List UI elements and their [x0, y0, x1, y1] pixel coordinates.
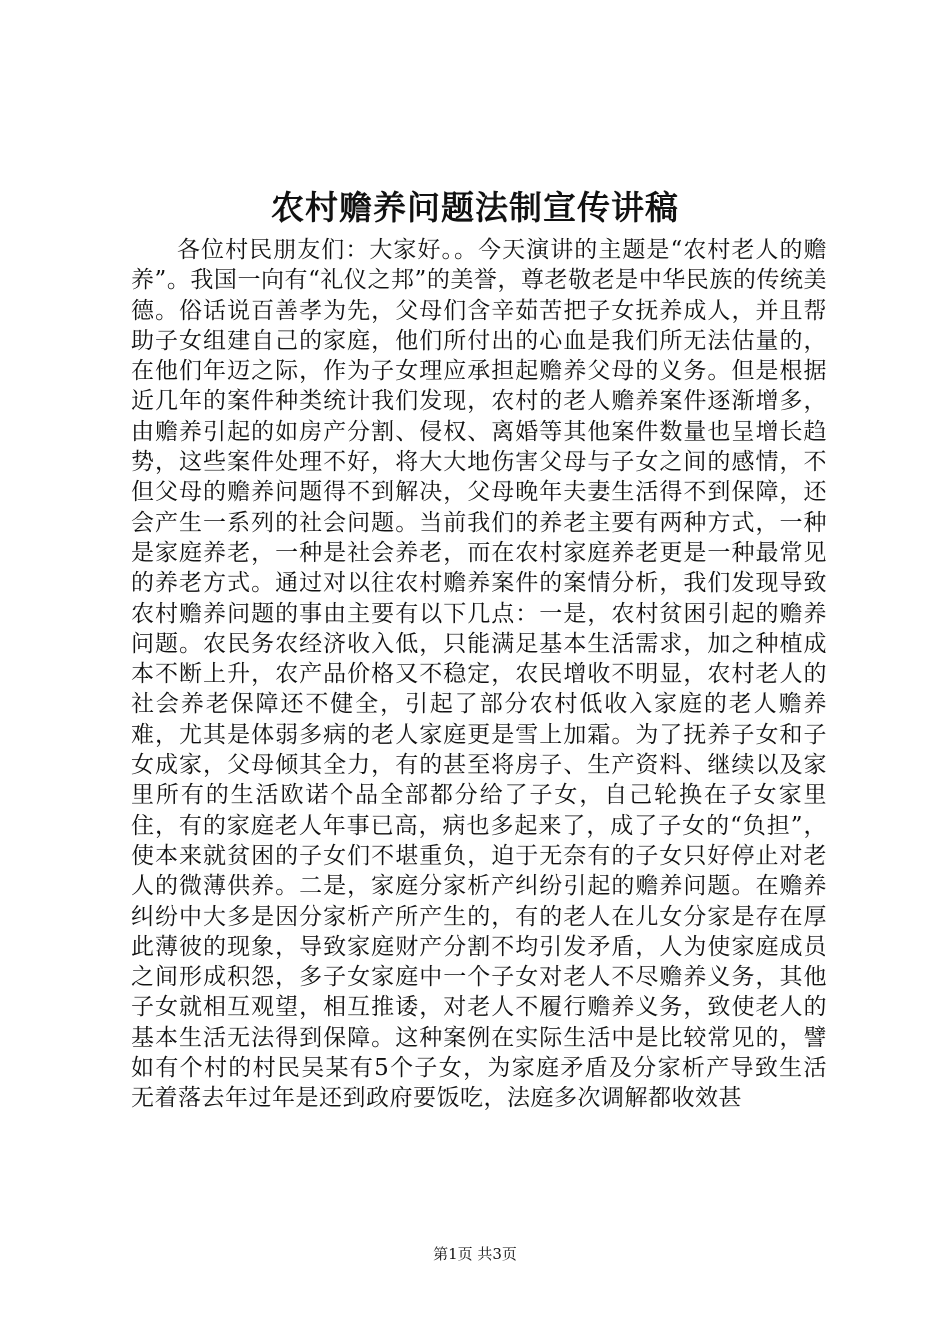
document-title: 农村赡养问题法制宣传讲稿: [271, 188, 679, 227]
page-footer: 第1页 共3页: [433, 1245, 517, 1263]
body-paragraph: 各位村民朋友们：大家好。。今天演讲的主题是“农村老人的赡养”。我国一向有“礼仪之邦”的美誉，尊老敬老是中华民族的传统美德。俗话说百善孝为先，父母们含辛茹苦把子女抚养成人，并且帮助子女组建自己的家庭，他们所付出的心血是我们所无法估量的，在他们年迈之际，作为子女理应承担起赡养父母的义务。但是根据近几年的案件种类统计我们发现，农村的老人赡养案件逐渐增多，由赡养引起的如房产分割、侵权、离婚等其他案件数量也呈增长趋势，这些案件处理不好，将大大地伤害父母与子女之间的感情，不但父母的赡养问题得不到解决，父母晚年夫妻生活得不到保障，还会产生一系列的社会问题。当前我们的养老主要有两种方式，一种是家庭养老，一种是社会养老，而在农村家庭养老更是一种最常见的养老方式。通过对以往农村赡养案件的案情分析，我们发现导致农村赡养问题的事由主要有以下几点：一是，农村贫困引起的赡养问题。农民务农经济收入低，只能满足基本生活需求，加之种植成本不断上升，农产品价格又不稳定，农民增收不明显，农村老人的社会养老保障还不健全，引起了部分农村低收入家庭的老人赡养难，尤其是体弱多病的老人家庭更是雪上加霜。为了抚养子女和子女成家，父母倾其全力，有的甚至将房子、生产资料、继续以及家里所有的生活欧诺个品全部都分给了子女，自己轮换在子女家里住，有的家庭老人年事已高，病也多起来了，成了子女的“负担”，使本来就贫困的子女们不堪重负，迫于无奈有的子女只好停止对老人的微薄供养。二是，家庭分家析产纠纷引起的赡养问题。在赡养纠纷中大多是因分家析产所产生的，有的老人在儿女分家是存在厚此薄彼的现象，导致家庭财产分割不均引发矛盾，人为使家庭成员之间形成积怨，多子女家庭中一个子女对老人不尽赡养义务，其他子女就相互观望，相互推诿，对老人不履行赡养义务，致使老人的基本生活无法得到保障。这种案例在实际生活中是比较常见的，譬如有个村的村民吴某有5个子女，为家庭矛盾及分家析产导致生活无着落去年过年是还到政府要饭吃，法庭多次调解都收效甚: [131, 237, 827, 1112]
